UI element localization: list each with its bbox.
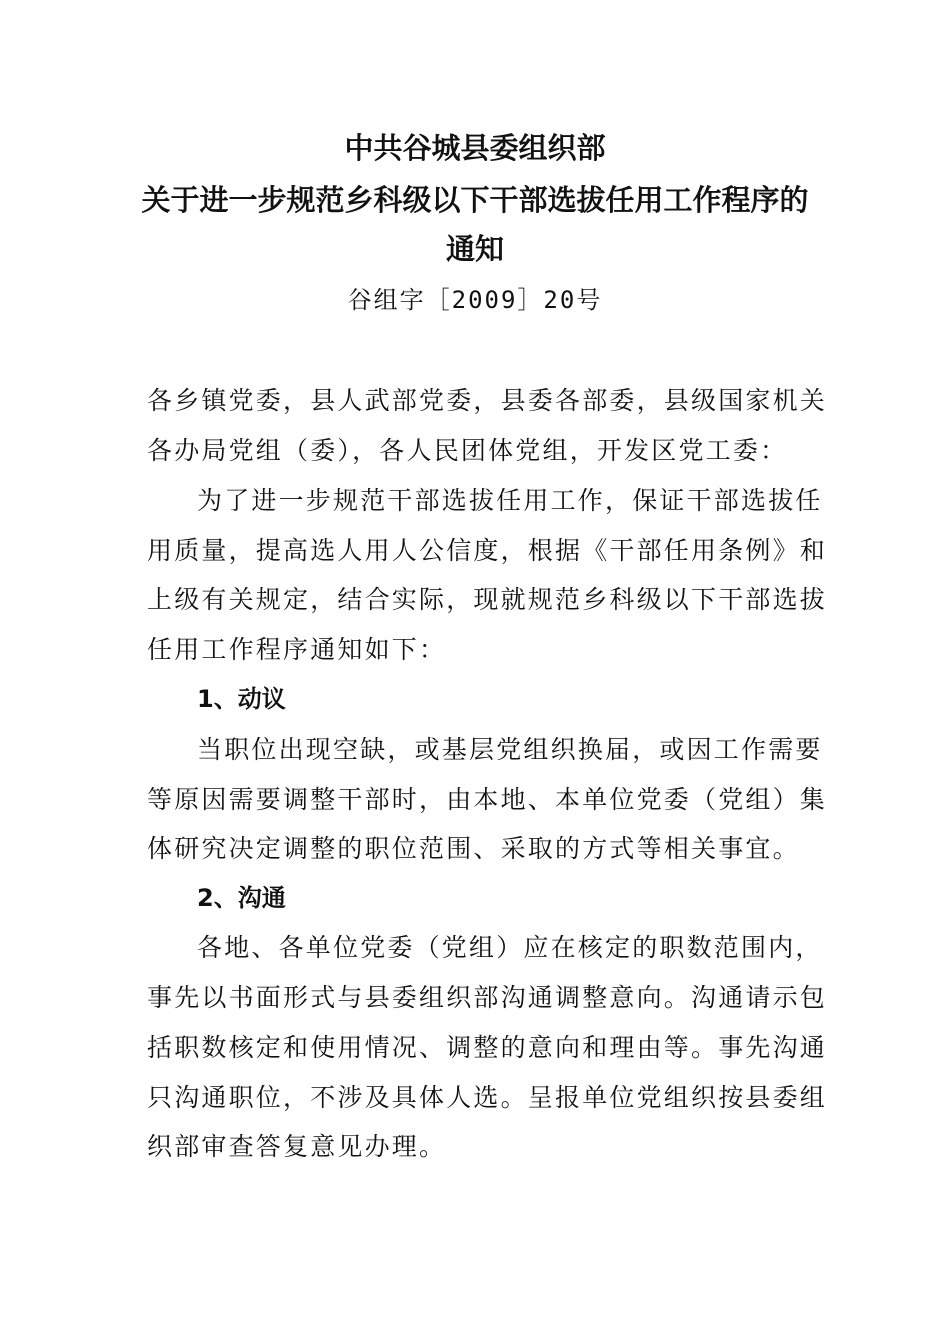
title-line-2: 关于进一步规范乡科级以下干部选拔任用工作程序的 <box>141 183 809 217</box>
addressee-line: 各办局党组（委），各人民团体党组，开发区党工委： <box>147 436 788 465</box>
section-body-line: 括职数核定和使用情况、调整的意向和理由等。事先沟通 <box>147 1033 828 1062</box>
document-number: 谷组字［2009］20号 <box>347 286 603 314</box>
intro-line: 上级有关规定，结合实际，现就规范乡科级以下干部选拔 <box>147 585 828 614</box>
section-body-line: 体研究决定调整的职位范围、采取的方式等相关事宜。 <box>147 834 800 863</box>
section-body-line: 只沟通职位，不涉及具体人选。呈报单位党组织按县委组 <box>147 1083 828 1112</box>
section-body-line: 当职位出现空缺，或基层党组织换届，或因工作需要 <box>197 735 823 764</box>
title-line-1: 中共谷城县委组织部 <box>344 131 606 165</box>
section-heading-communication: 2、沟通 <box>197 884 286 912</box>
section-body-line: 各地、各单位党委（党组）应在核定的职数范围内， <box>197 933 823 962</box>
intro-line: 用质量，提高选人用人公信度，根据《干部任用条例》和 <box>147 536 828 565</box>
title-line-3: 通知 <box>445 232 504 266</box>
section-body-line: 等原因需要调整干部时，由本地、本单位党委（党组）集 <box>147 785 828 814</box>
section-body-line: 事先以书面形式与县委组织部沟通调整意向。沟通请示包 <box>147 983 828 1012</box>
intro-line: 任用工作程序通知如下： <box>147 635 447 664</box>
addressee-line: 各乡镇党委，县人武部党委，县委各部委，县级国家机关 <box>147 386 828 415</box>
section-body-line: 织部审查答复意见办理。 <box>147 1132 447 1161</box>
intro-line: 为了进一步规范干部选拔任用工作，保证干部选拔任 <box>197 486 823 515</box>
section-heading-motion: 1、动议 <box>197 685 286 713</box>
